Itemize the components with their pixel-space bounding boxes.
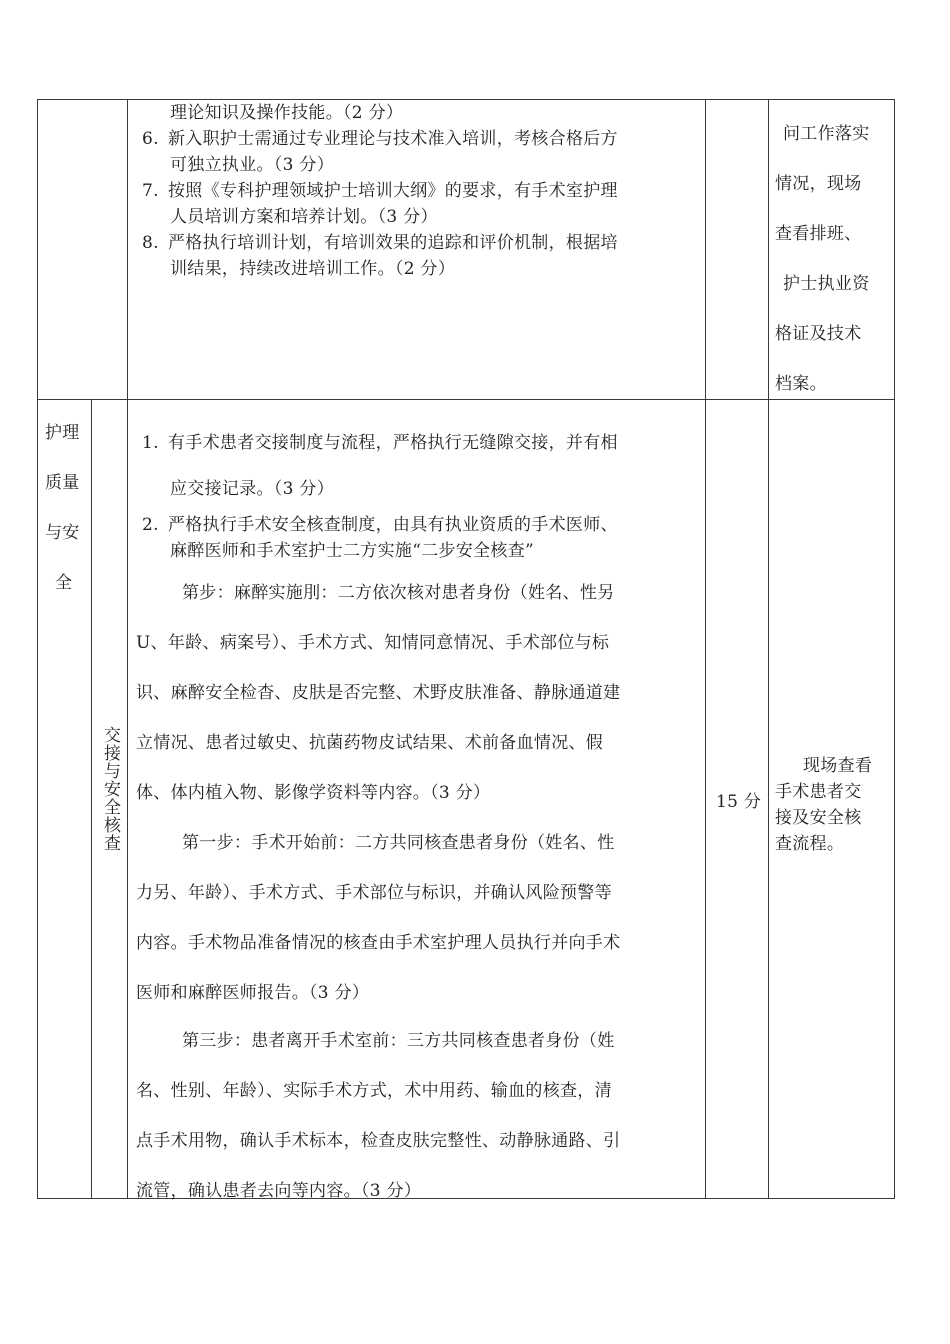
method-line: 问工作落实 bbox=[783, 124, 870, 144]
text-line: 新入职护士需通过专业理论与技术准入培训，考核合格后方 bbox=[168, 129, 618, 149]
item-number: 6. bbox=[142, 129, 159, 149]
text-line: 力另、年龄）、手术方式、手术部位与标识，并确认风险预警等 bbox=[136, 883, 612, 903]
step-block-1 bbox=[136, 568, 620, 818]
table-top-border bbox=[37, 99, 895, 100]
text-line: 严格执行手术安全核查制度，由具有执业资质的手术医师、 bbox=[168, 515, 618, 535]
step-block-2 bbox=[136, 818, 620, 1018]
row1-item-6 bbox=[142, 126, 618, 178]
method-line: 接及安全核 bbox=[775, 808, 862, 828]
text-line: 点手术用物，确认手术标本，检查皮肤完整性、动静脉通路、引 bbox=[136, 1131, 621, 1151]
text-line: 名、性别、年龄）、实际手术方式，术中用药、输血的核查，清 bbox=[136, 1081, 612, 1101]
text-line: 人员培训方案和培养计划。（3 分） bbox=[170, 207, 438, 227]
row1-method bbox=[775, 109, 870, 409]
text-line: 有手术患者交接制度与流程，严格执行无缝隙交接，并有相 bbox=[168, 433, 618, 453]
text-line: 训结果，持续改进培训工作。（2 分） bbox=[170, 259, 456, 279]
method-line: 情况，现场 bbox=[775, 174, 862, 194]
row2-item-2 bbox=[142, 512, 618, 564]
item-number: 7. bbox=[142, 181, 159, 201]
item-number: 8. bbox=[142, 233, 159, 253]
text-line: U、年龄、病案号）、手术方式、知情同意情况、手术部位与标 bbox=[136, 633, 610, 653]
method-line: 现场查看 bbox=[803, 756, 873, 776]
text-line: 麻醉医师和手术室护士二方实施“二步安全核查” bbox=[170, 541, 534, 561]
text-line: 应交接记录。（3 分） bbox=[170, 479, 335, 499]
category-line: 与安 bbox=[45, 523, 80, 543]
text-line: 第步：麻醉实施刖：二方依次核对患者身份（姓名、性另 bbox=[182, 583, 615, 603]
col-border-method bbox=[768, 99, 769, 1199]
text-line: 第三步：患者离开手术室前：三方共同核查患者身份（姓 bbox=[182, 1031, 615, 1051]
item-number: 2. bbox=[142, 515, 159, 535]
text-line: 理论知识及操作技能。（2 分） bbox=[170, 103, 404, 123]
method-line: 格证及技术 bbox=[775, 324, 862, 344]
col-border-score bbox=[705, 99, 706, 1199]
text-line: 严格执行培训计划，有培训效果的追踪和评价机制，根据培 bbox=[168, 233, 618, 253]
text-line: 流管，确认患者去向等内容。（3 分） bbox=[136, 1181, 422, 1201]
col-border-sub bbox=[91, 399, 92, 1199]
col-border-right bbox=[894, 99, 895, 1199]
method-line: 档案。 bbox=[775, 374, 827, 394]
step-block-3 bbox=[136, 1016, 620, 1216]
row2-item-1 bbox=[142, 420, 618, 512]
subcategory-cell: 交接与安全核查 bbox=[100, 726, 120, 852]
method-line: 护士执业资 bbox=[783, 274, 870, 294]
text-line: 可独立执业。（3 分） bbox=[170, 155, 335, 175]
method-line: 查流程。 bbox=[775, 834, 845, 854]
row2-method bbox=[775, 753, 872, 857]
text-line: 内容。手术物品准备情况的核查由手术室护理人员执行并向手术 bbox=[136, 933, 621, 953]
text-line: 第一步：手术开始前：二方共同核查患者身份（姓名、性 bbox=[182, 833, 615, 853]
text-line: 按照《专科护理领域护士培训大纲》的要求，有手术室护理 bbox=[168, 181, 618, 201]
row1-item-7 bbox=[142, 178, 618, 230]
text-line: 立情况、患者过敏史、抗菌药物皮试结果、术前备血情况、假 bbox=[136, 733, 604, 753]
item-number: 1. bbox=[142, 433, 159, 453]
category-line: 护理 bbox=[45, 423, 80, 443]
method-line: 查看排班、 bbox=[775, 224, 862, 244]
text-line: 体、体内植入物、影像学资料等内容。（3 分） bbox=[136, 783, 491, 803]
row1-item-8 bbox=[142, 230, 618, 282]
col-border-content bbox=[127, 99, 128, 1199]
category-line: 全 bbox=[55, 573, 73, 593]
category-cell bbox=[45, 408, 80, 608]
text-line: 医师和麻醉医师报告。（3 分） bbox=[136, 983, 370, 1003]
category-line: 质量 bbox=[45, 473, 80, 493]
row-divider bbox=[37, 399, 895, 400]
method-line: 手术患者交 bbox=[775, 782, 862, 802]
col-border-left bbox=[37, 99, 38, 1199]
text-line: 识、麻醉安全检杳、皮肤是否完整、术野皮肤准备、静脉通道建 bbox=[136, 683, 621, 703]
score-cell: 15 分 bbox=[716, 792, 762, 812]
row1-item-continuation bbox=[170, 100, 403, 126]
